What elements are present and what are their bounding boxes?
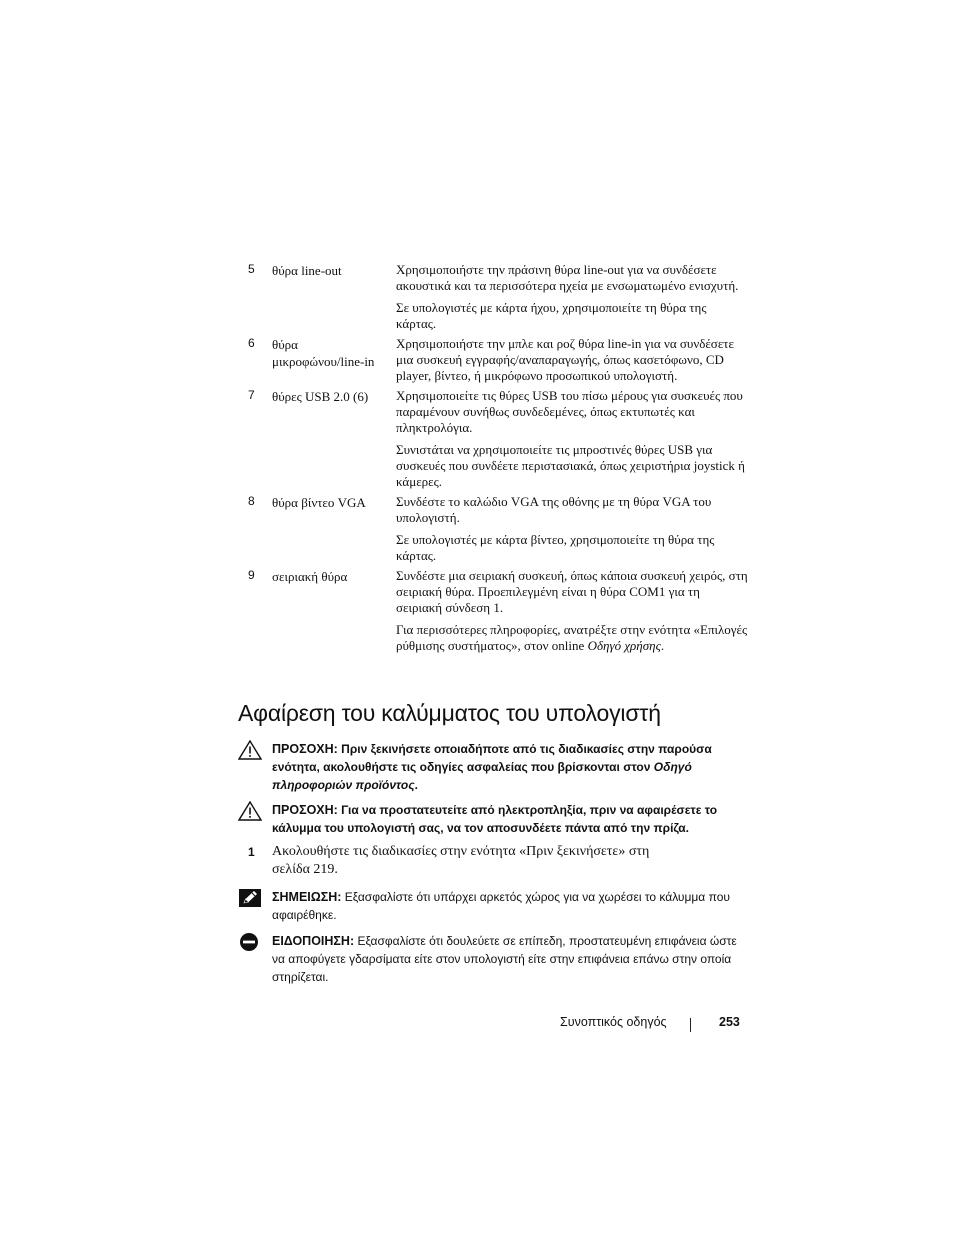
section-heading: Αφαίρεση του καλύμματος του υπολογιστή: [238, 700, 661, 726]
caution-text: [272, 740, 738, 794]
row-number: 6: [248, 336, 255, 350]
step-number: 1: [248, 845, 255, 859]
text-run: Για περισσότερες πληροφορίες, ανατρέξτε στην ενότητα «Επιλογές ρύθμισης συστήματος», στον online: [396, 622, 748, 653]
note-text: [272, 888, 738, 924]
row-term: θύρα μικροφώνου/line-in: [272, 337, 375, 369]
note-label: ΣΗΜΕΙΩΣΗ:: [272, 890, 342, 904]
row-description: [396, 494, 748, 564]
table-row: [248, 388, 748, 490]
description-paragraph: Χρησιμοποιείτε τις θύρες USB του πίσω μέρους για συσκευές που παραμένουν συνήθως συνδεδεμένες, όπως εκτυπωτές και πληκτρολόγια.: [396, 388, 743, 435]
row-number: 9: [248, 568, 255, 582]
description-paragraph: Σε υπολογιστές με κάρτα βίντεο, χρησιμοποιείτε τη θύρα της κάρτας.: [396, 532, 715, 563]
procedure-step: [248, 843, 688, 879]
row-description: [396, 388, 748, 490]
text-run: Εξασφαλίστε ότι δουλεύετε σε επίπεδη, προστατευμένη επιφάνεια ώστε να αποφύγετε γδαρσίματα είτε στον υπολογιστή είτε στην επιφάνεια επάνω στην οποία στηρίζεται.: [272, 934, 737, 984]
caution-block: [238, 740, 738, 794]
connector-table: [248, 262, 748, 658]
step-text: Ακολουθήστε τις διαδικασίες στην ενότητα «Πριν ξεκινήσετε» στη σελίδα 219.: [272, 844, 650, 877]
footer-separator: [690, 1018, 691, 1032]
user-guide-reference: Οδηγό χρήσης: [587, 638, 661, 653]
warning-triangle-icon: [238, 740, 262, 760]
notice-circle-icon: [238, 932, 262, 952]
table-row: [248, 568, 748, 654]
row-term: θύρα line-out: [272, 263, 342, 278]
note-block: [238, 888, 738, 924]
notice-label: ΕΙΔΟΠΟΙΗΣΗ:: [272, 934, 355, 948]
row-description: [396, 568, 748, 654]
row-description: [396, 336, 748, 384]
notice-text: [272, 932, 738, 986]
row-number: 5: [248, 262, 255, 276]
description-paragraph: Συνιστάται να χρησιμοποιείτε τις μπροστινές θύρες USB για συσκευές που συνδέετε περιστασιακά, όπως χειριστήρια joystick ή κάμερες.: [396, 442, 745, 489]
page-number: 253: [719, 1015, 740, 1029]
row-number: 8: [248, 494, 255, 508]
row-number: 7: [248, 388, 255, 402]
text-run: Εξασφαλίστε ότι υπάρχει αρκετός χώρος για να χωρέσει το κάλυμμα που αφαιρέθηκε.: [272, 890, 730, 922]
table-row: [248, 336, 748, 384]
footer-title: Συνοπτικός οδηγός: [560, 1015, 667, 1029]
caution-block: [238, 801, 738, 837]
description-paragraph: Συνδέστε το καλώδιο VGA της οθόνης με τη θύρα VGA του υπολογιστή.: [396, 494, 712, 525]
caution-label: ΠΡΟΣΟΧΗ:: [272, 742, 338, 756]
row-term: θύρα βίντεο VGA: [272, 495, 366, 510]
description-paragraph: Χρησιμοποιήστε την μπλε και ροζ θύρα line-in για να συνδέσετε μια συσκευή εγγραφής/αναπαραγωγής, όπως κασετόφωνο, CD player, βίντεο, ή μικρόφωνο προσωπικού υπολογιστή.: [396, 336, 734, 383]
text-run: .: [414, 778, 418, 792]
row-term: θύρες USB 2.0 (6): [272, 389, 369, 404]
description-paragraph: Συνδέστε μια σειριακή συσκευή, όπως κάποια συσκευή χειρός, στη σειριακή θύρα. Προεπιλεγμένη είναι η θύρα COM1 για τη σειριακή σύνδεση 1.: [396, 568, 748, 615]
text-run: Για να προστατευτείτε από ηλεκτροπληξία, πριν να αφαιρέσετε το κάλυμμα του υπολογιστή σας, να τον αποσυνδέετε πάντα από την πρίζα.: [272, 803, 718, 835]
warning-triangle-icon: [238, 801, 262, 821]
text-run: .: [660, 638, 665, 653]
row-term: σειριακή θύρα: [272, 569, 348, 584]
table-row: [248, 262, 748, 332]
text-run: Πριν ξεκινήσετε οποιαδήποτε από τις διαδικασίες στην παρούσα ενότητα, ακολουθήστε τις οδηγίες ασφαλείας που βρίσκονται στον: [272, 742, 712, 774]
description-paragraph: Σε υπολογιστές με κάρτα ήχου, χρησιμοποιείτε τη θύρα της κάρτας.: [396, 300, 707, 331]
caution-text: [272, 801, 738, 837]
description-paragraph: [396, 622, 748, 654]
description-paragraph: Χρησιμοποιήστε την πράσινη θύρα line-out για να συνδέσετε ακουστικά και τα περισσότερα ηχεία με ενσωματωμένο ενισχυτή.: [396, 262, 739, 293]
notice-block: [238, 932, 738, 986]
row-description: [396, 262, 748, 332]
note-pencil-icon: [238, 888, 262, 908]
product-info-guide-reference: Οδηγό πληροφοριών προϊόντος: [272, 760, 692, 792]
table-row: [248, 494, 748, 564]
caution-label: ΠΡΟΣΟΧΗ:: [272, 803, 338, 817]
